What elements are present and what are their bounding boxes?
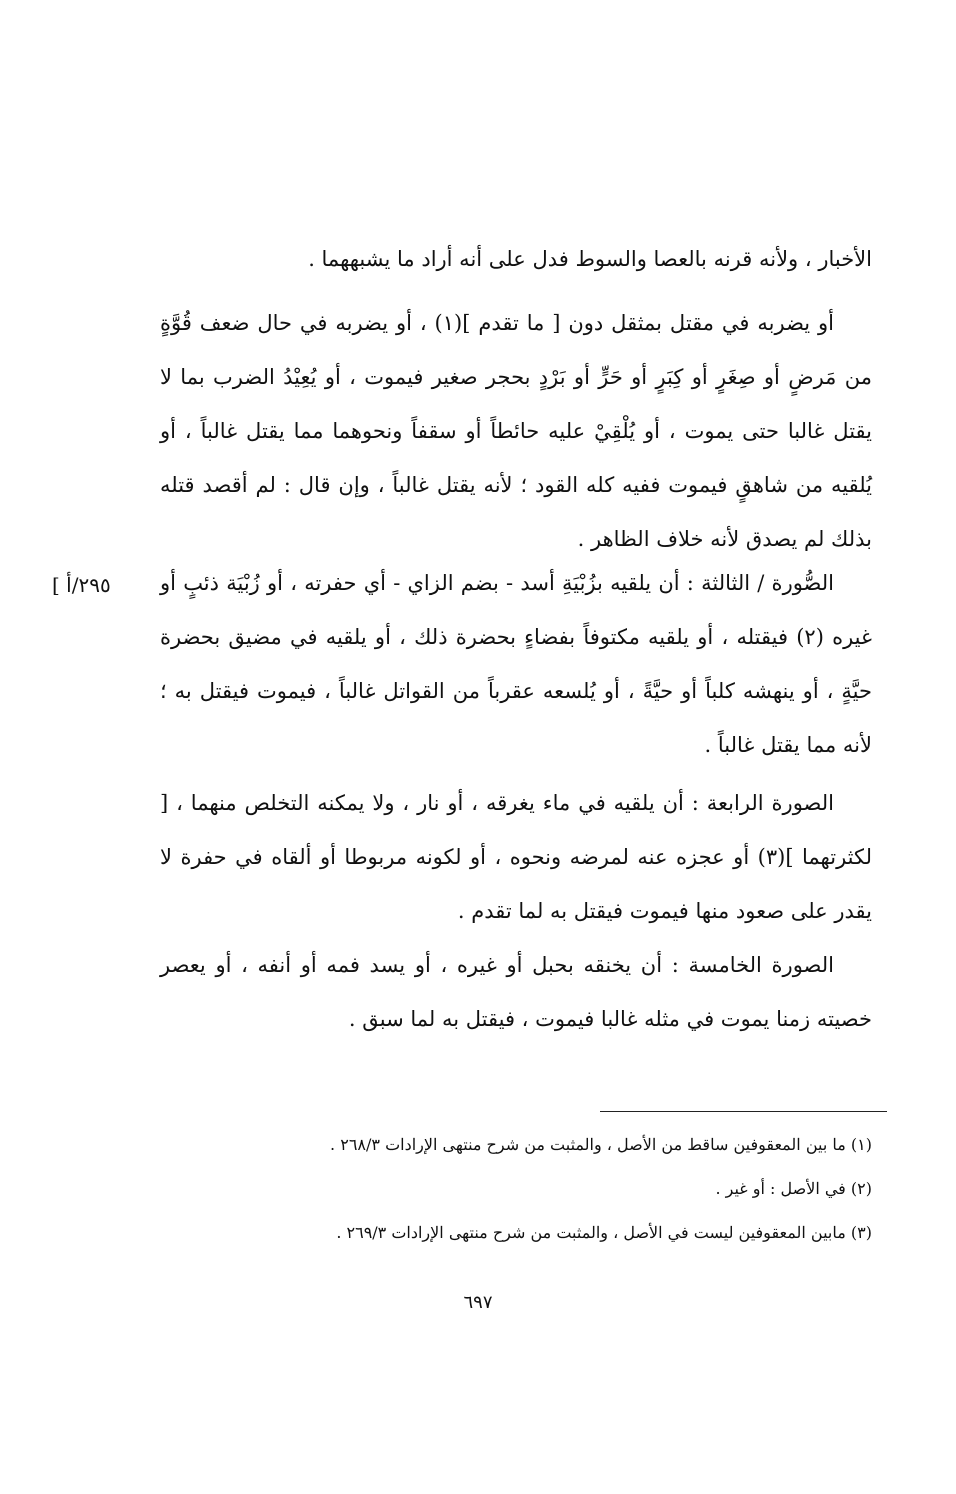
footnote-2: (٢) في الأصل : أو غير . <box>715 1179 872 1198</box>
main-text-paragraph-2 <box>160 556 872 772</box>
page-number: ٦٩٧ <box>463 1292 493 1313</box>
footnote-1: (١) ما بين المعقوفين ساقط من الأصل ، والمثبت من شرح منتهى الإرادات ٢٦٨/٣ . <box>330 1135 872 1154</box>
main-text-continuation <box>160 232 872 286</box>
main-text-paragraph-3 <box>160 776 872 938</box>
main-text-paragraph-4 <box>160 938 872 1046</box>
footnote-separator <box>600 1111 887 1112</box>
main-text-paragraph-1 <box>160 296 872 566</box>
footnote-3: (٣) مابين المعقوفين ليست في الأصل ، والمثبت من شرح منتهى الإرادات ٢٦٩/٣ . <box>336 1223 872 1242</box>
manuscript-folio-marker: [ ٢٩٥/أ <box>52 573 111 597</box>
paragraph-3: الصورة الرابعة : أن يلقيه في ماء يغرقه ، أو نار ، ولا يمكنه التخلص منهما ، [ لكثرتهما ](٣) أو عجزه عنه لمرضه ونحوه ، أو لكونه مربوطا أو ألقاه في حفرة لا يقدر على صعود منها فيموت فيقتل به لما تقدم . <box>160 791 872 923</box>
paragraph-4: الصورة الخامسة : أن يخنقه بحبل أو غيره ، أو يسد فمه أو أنفه ، أو يعصر خصيته زمنا يموت في مثله غالبا فيموت ، فيقتل به لما سبق . <box>160 953 872 1031</box>
paragraph-2: الصُّورة / الثالثة : أن يلقيه بزُبْيَةِ أسد - بضم الزاي - أي حفرته ، أو زُبْيَة ذئبٍ أو غيره (٢) فيقتله ، أو يلقيه مكتوفاً بفضاءٍ بحضرة ذلك ، أو يلقيه في مضيق بحضرة حيَّةٍ ، أو ينهشه كلباً أو حيَّةً ، أو يُلسعه عقرباً من القواتل غالباً ، فيموت فيقتل به ؛ لأنه مما يقتل غالباً . <box>160 571 873 757</box>
paragraph-1: أو يضربه في مقتل بمثقل دون [ ما تقدم ](١) ، أو يضربه في حال ضعف قُوَّةٍ من مَرضٍ أو صِغَرٍ أو كِبَرٍ أو حَرٍّ أو بَرْدٍ بحجر صغير فيموت ، أو يُعِيْدُ الضرب بما لا يقتل غالبا حتى يموت ، أو يُلْقِيْ عليه حائطاً أو سقفاً ونحوهما مما يقتل غالباً ، أو يُلقيه من شاهقٍ فيموت ففيه كله القود ؛ لأنه يقتل غالباً ، وإن قال : لم أقصد قتله بذلك لم يصدق لأنه خلاف الظاهر . <box>160 311 872 551</box>
paragraph-continuation: الأخبار ، ولأنه قرنه بالعصا والسوط فدل على أنه أراد ما يشبههما . <box>308 247 872 271</box>
footnotes <box>160 1134 872 1266</box>
